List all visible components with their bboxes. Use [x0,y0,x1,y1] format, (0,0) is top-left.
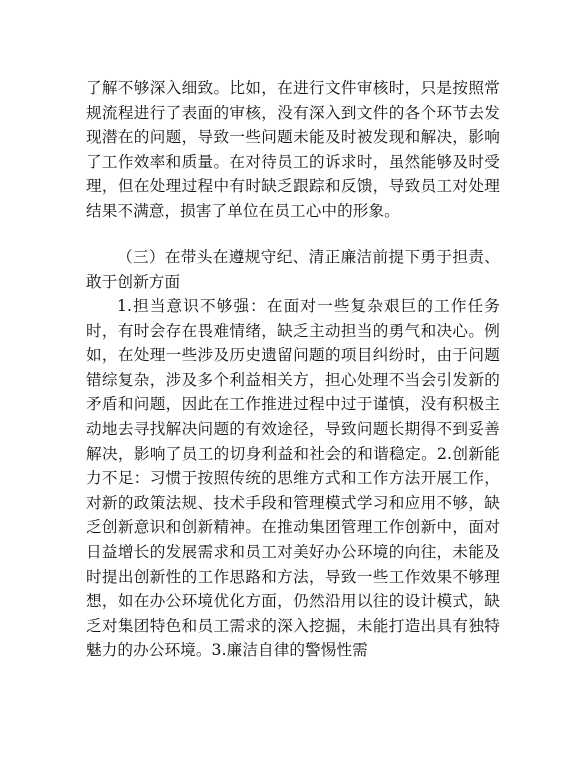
section-heading: （三）在带头在遵规守纪、清正廉洁前提下勇于担责、敢于创新方面 [86,248,500,291]
body-paragraph-continuation: 了解不够深入细致。比如，在进行文件审核时，只是按照常规流程进行了表面的审核，没有深入到文件的各个环节去发现潜在的问题，导致一些问题未能及时被发现和解决，影响了工作效率和质量。在对待员工的诉求时，虽然能够及时受理，但在处理过程中有时缺乏跟踪和反馈，导致员工对处理结果不满意，损害了单位在员工心中的形象。 [86,79,500,220]
body-paragraph-issues: 1.担当意识不够强：在面对一些复杂艰巨的工作任务时，有时会存在畏难情绪，缺乏主动担当的勇气和决心。例如，在处理一些涉及历史遗留问题的项目纠纷时，由于问题错综复杂，涉及多个利益相关方，担心处理不当会引发新的矛盾和问题，因此在工作推进过程中过于谨慎，没有积极主动地去寻找解决问题的有效途径，导致问题长期得不到妥善解决，影响了员工的切身利益和社会的和谐稳定。2.创新能力不足：习惯于按照传统的思维方式和工作方法开展工作，对新的政策法规、技术手段和管理模式学习和应用不够，缺乏创新意识和创新精神。在推动集团管理工作创新中，面对日益增长的发展需求和员工对美好办公环境的向往，未能及时提出创新性的工作思路和方法，导致一些工作效果不够理想，如在办公环境优化方面，仍然沿用以往的设计模式，缺乏对集团特色和员工需求的深入挖掘，未能打造出具有独特魅力的办公环境。3.廉洁自律的警惕性需 [86,297,500,660]
